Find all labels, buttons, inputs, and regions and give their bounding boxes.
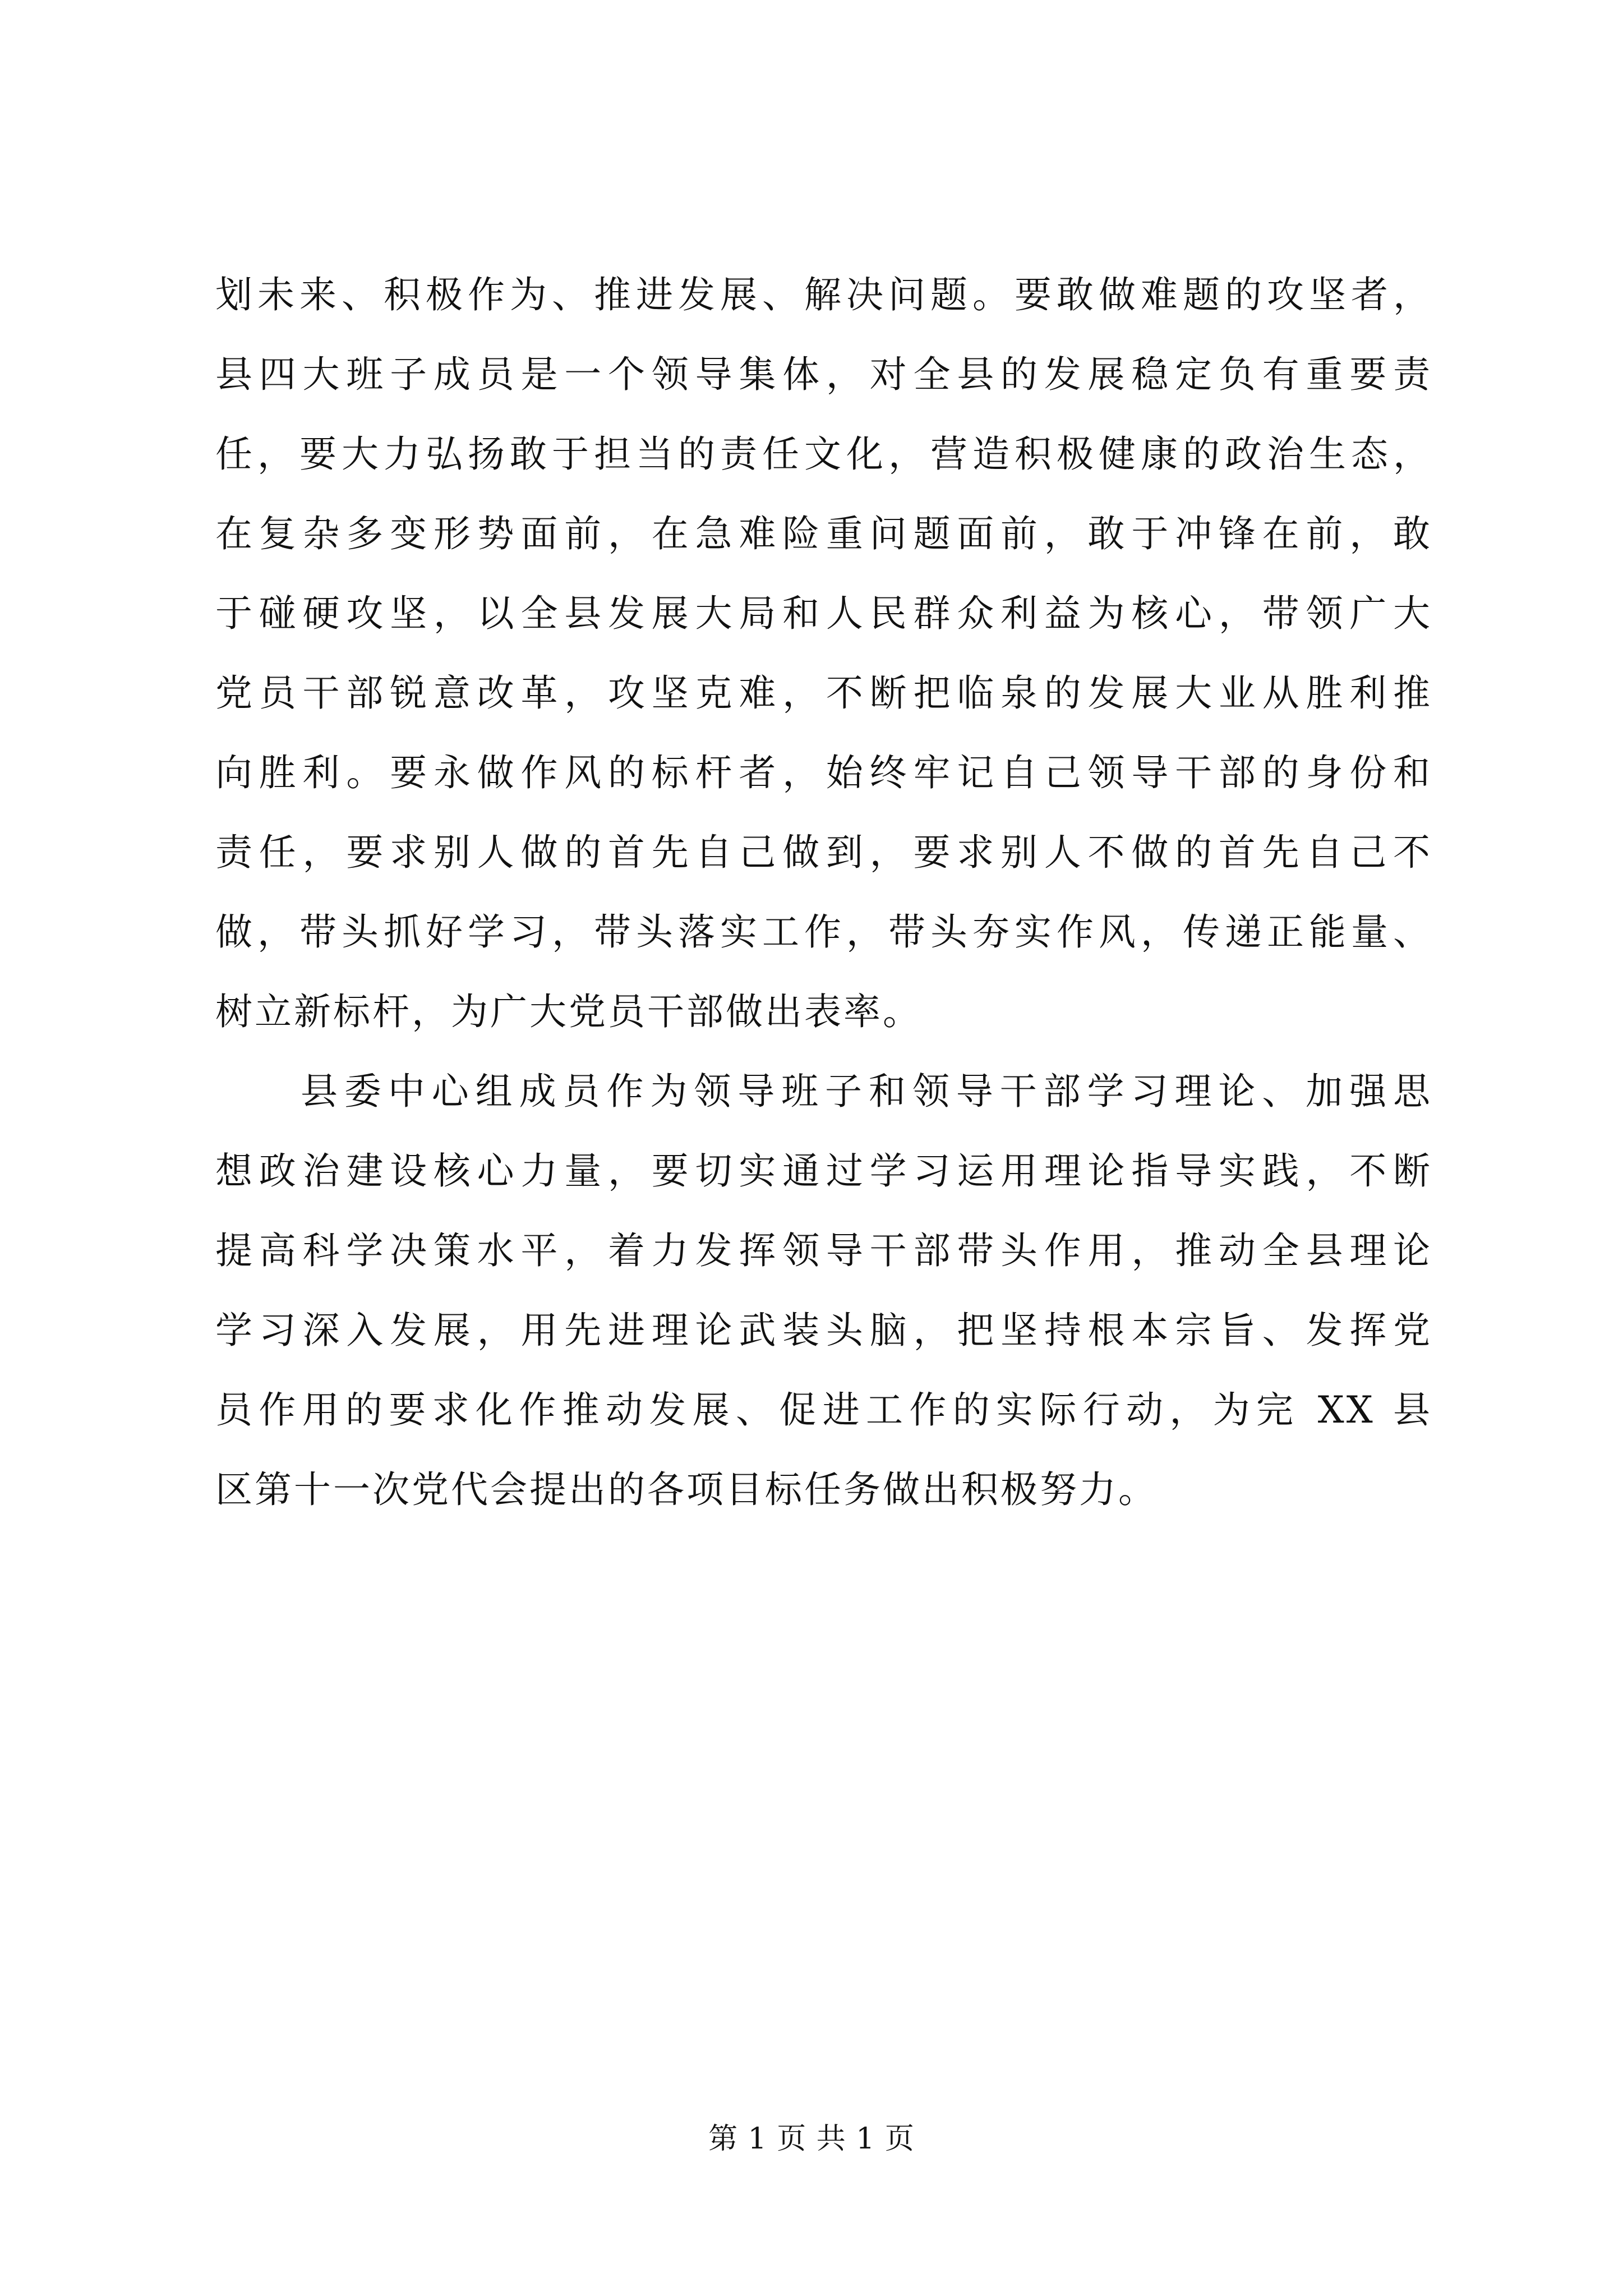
paragraph-1 xyxy=(215,255,1432,1052)
text-line: 区第十一次党代会提出的各项目标任务做出积极努力。 xyxy=(215,1468,1158,1511)
text-line: 于碰硬攻坚，以全县发展大局和人民群众利益为核心，带领广大 xyxy=(215,592,1432,635)
text-line: 县委中心组成员作为领导班子和领导干部学习理论、加强思 xyxy=(301,1070,1432,1113)
text-line: 做，带头抓好学习，带头落实工作，带头夯实作风，传递正能量、 xyxy=(215,910,1432,954)
text-line: 责任，要求别人做的首先自己做到，要求别人不做的首先自己不 xyxy=(215,831,1432,874)
text-line: 县四大班子成员是一个领导集体，对全县的发展稳定负有重要责 xyxy=(215,353,1432,396)
text-line: 任，要大力弘扬敢于担当的责任文化，营造积极健康的政治生态， xyxy=(215,432,1432,476)
text-line: 划未来、积极作为、推进发展、解决问题。要敢做难题的攻坚者， xyxy=(215,273,1432,316)
page-footer xyxy=(0,2122,1623,2156)
paragraph-2 xyxy=(215,1052,1432,1530)
page-number-label: 第 1 页 共 1 页 xyxy=(708,2122,915,2156)
text-line: 员作用的要求化作推动发展、促进工作的实际行动，为完 XX 县 xyxy=(215,1388,1432,1432)
text-line: 学习深入发展，用先进理论武装头脑，把坚持根本宗旨、发挥党 xyxy=(215,1309,1432,1352)
text-line: 想政治建设核心力量，要切实通过学习运用理论指导实践，不断 xyxy=(215,1149,1432,1193)
document-body xyxy=(215,255,1432,1530)
text-line: 在复杂多变形势面前，在急难险重问题面前，敢于冲锋在前，敢 xyxy=(215,512,1432,555)
text-line: 树立新标杆，为广大党员干部做出表率。 xyxy=(215,990,922,1033)
text-line: 向胜利。要永做作风的标杆者，始终牢记自己领导干部的身份和 xyxy=(215,751,1432,794)
text-line: 提高科学决策水平，着力发挥领导干部带头作用，推动全县理论 xyxy=(215,1229,1432,1272)
text-line: 党员干部锐意改革，攻坚克难，不断把临泉的发展大业从胜利推 xyxy=(215,671,1432,715)
